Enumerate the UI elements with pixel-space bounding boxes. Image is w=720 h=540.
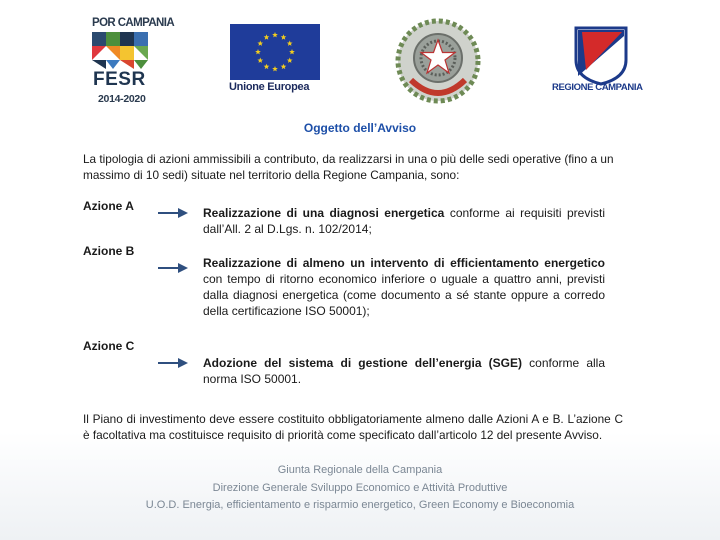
por-campania-fesr-logo	[60, 17, 183, 107]
fesr-text: FESR	[93, 69, 146, 90]
document-title: Oggetto dell’Avviso	[303, 121, 417, 135]
action-c-description	[203, 355, 605, 387]
unione-europea-caption: Unione Europea	[229, 81, 310, 93]
arrow-right-icon	[158, 357, 188, 369]
footer-line-giunta: Giunta Regionale della Campania	[277, 464, 443, 476]
footer-line-uod: U.O.D. Energia, efficientamento e risparmio energetico, Green Economy e Bioeconomia	[145, 499, 575, 511]
action-c-bold-text: Adozione del sistema di gestione dell’energia (SGE)	[203, 356, 522, 370]
regione-campania-logo	[552, 26, 650, 102]
action-c-text: conforme alla norma ISO 50001.	[203, 356, 605, 386]
regione-campania-caption: REGIONE CAMPANIA	[552, 82, 643, 93]
closing-paragraph: Il Piano di investimento deve essere costituito obbligatoriamente almeno dalle Azioni A e B. L’azione C è facoltativa ma costituisce requisito di priorità come specificato dall’articolo 12 del presente Avviso.	[83, 412, 623, 442]
intro-paragraph: La tipologia di azioni ammissibili a contributo, da realizzarsi in una o più delle sedi operative (fino a un massimo di 10 sedi) situate nel territorio della Regione Campania, sono:	[83, 152, 614, 182]
action-c-label: Azione C	[83, 339, 135, 353]
action-b-bold-text: Realizzazione di almeno un intervento di efficientamento energetico	[203, 256, 605, 270]
repubblica-italiana-emblem	[395, 18, 481, 104]
action-a-label: Azione A	[83, 199, 134, 213]
years-text: 2014-2020	[98, 93, 146, 105]
action-b-text: con tempo di ritorno economico inferiore o uguale a quattro anni, previsti dalla diagnosi energetica (come documento a sé stante oppure a corredo della certificazione ISO 50001);	[203, 272, 605, 318]
arrow-right-icon	[158, 207, 188, 219]
action-a-text: conforme ai requisiti previsti dall’All. 2 al D.Lgs. n. 102/2014;	[203, 206, 605, 236]
action-a-bold-text: Realizzazione di una diagnosi energetica	[203, 206, 445, 220]
footer-line-direzione: Direzione Generale Sviluppo Economico e Attività Produttive	[212, 482, 508, 494]
italian-emblem-icon	[395, 18, 481, 104]
action-a-description	[203, 205, 605, 237]
action-b-description	[203, 255, 605, 319]
unione-europea-logo	[225, 22, 325, 100]
por-campania-text: POR CAMPANIA	[92, 17, 175, 29]
action-b-label: Azione B	[83, 244, 135, 258]
arrow-right-icon	[158, 262, 188, 274]
